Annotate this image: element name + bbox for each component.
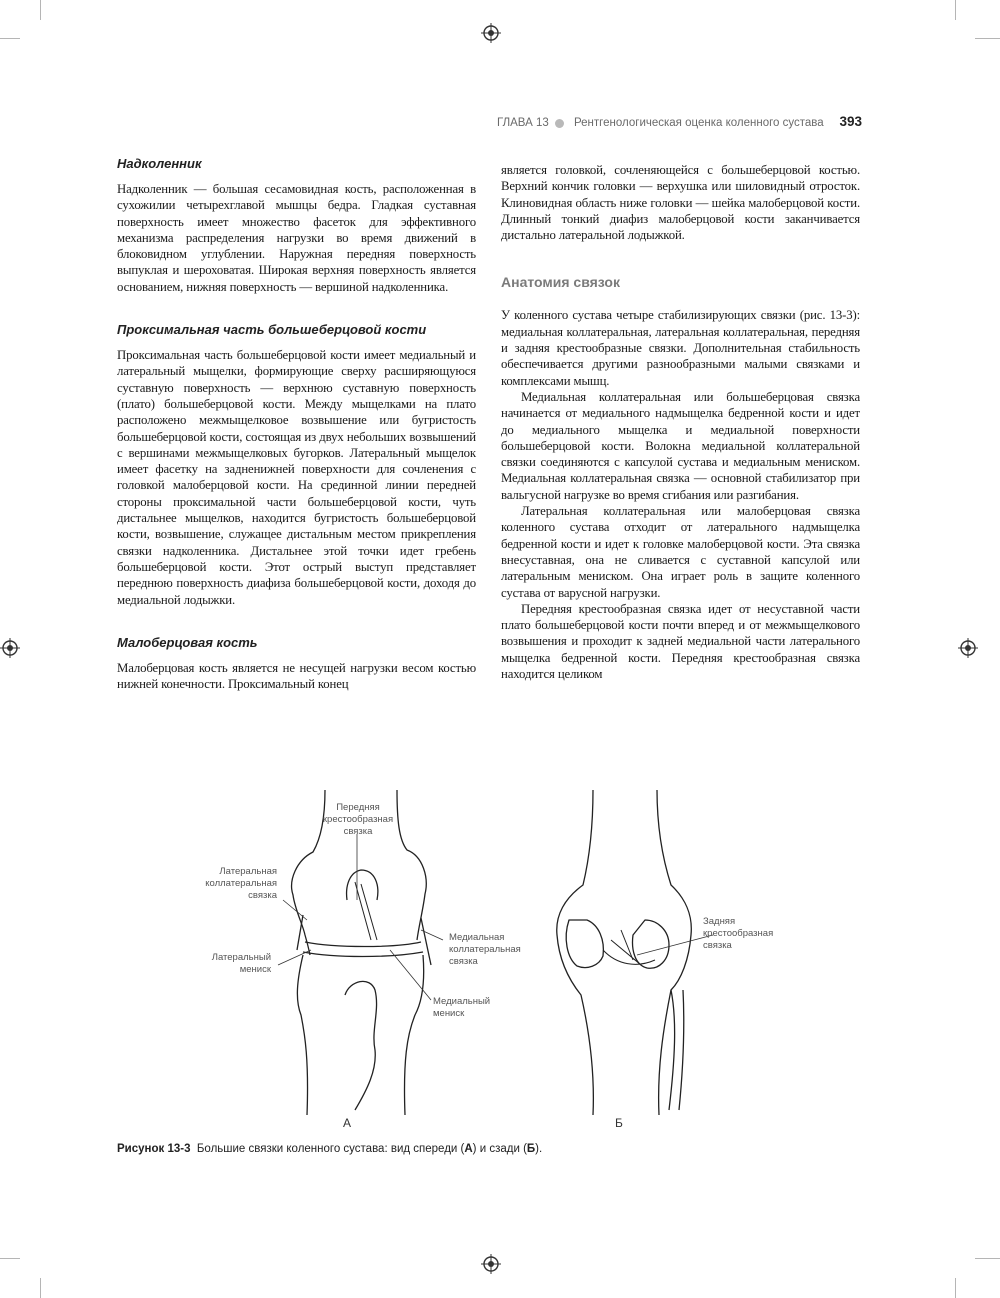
caption-text-2: ) и сзади ( [472, 1143, 527, 1155]
crop-mark [975, 38, 1000, 39]
paragraph-acl: Передняя крестообразная связка идет от несуставной части плато большеберцовой кости почти вперед и от межмыщелкового возвышения и проходит к задней медиальной части латерального мыщелка бедренной кости. Передняя крестообразная связка находится целиком [501, 601, 860, 682]
bullet-dot-icon [555, 119, 564, 128]
crop-mark [40, 1278, 41, 1298]
paragraph-mcl: Медиальная коллатеральная или большеберцовая связка начинается от медиального надмыщелка бедренной кости и идет до медиального мыщелка и медиальной поверхности большеберцовой кости. Волокна медиальной коллатеральной связки соединяются с капсулой сустава и медиальным мениском. Медиальная коллатеральная связка — основной стабилизатор при вальгусной нагрузке во время сгибания или разгибания. [501, 389, 860, 502]
paragraph-lcl: Латеральная коллатеральная или малоберцовая связка коленного сустава отходит от латерального надмыщелка бедренной кости и идет к головке малоберцовой кости. Эта связка внесуставная, она не сливается с суставной капсулой или латеральным мениском. Она играет роль в защите коленного сустава от варусной нагрузки. [501, 504, 860, 600]
caption-b: Б [526, 1143, 536, 1155]
paragraph-ligaments-intro: У коленного сустава четыре стабилизирующих связки (рис. 13-3): медиальная коллатеральная, латеральная коллатеральная, передняя и задняя крестообразные связки. Дополнительная стабильность обеспечивается другими разнообразными малыми связками и комплексами мышц. [501, 308, 860, 388]
registration-mark-bottom [481, 1254, 501, 1274]
left-column [117, 156, 476, 692]
crop-mark [0, 1258, 20, 1259]
crop-mark [0, 38, 20, 39]
label-pcl: Задняя крестообразная связка [703, 916, 774, 951]
label-medial-meniscus: Медиальный мениск [433, 996, 491, 1019]
caption-a: А [464, 1143, 473, 1155]
crop-mark [955, 0, 956, 20]
figure-caption [117, 1143, 877, 1155]
paragraph-fibula-continued: является головкой, сочленяющейся с большеберцовой костью. Верхний кончик головки — верхушка или шиловидный отросток. Клиновидная область ниже головки — шейка малоберцовой кости. Длинный тонкий диафиз малоберцовой кости заканчивается дистально латеральной лодыжкой. [501, 163, 860, 243]
paragraph-patella: Надколенник — большая сесамовидная кость, расположенная в сухожилии четырехглавой мышцы бедра. Гладкая суставная поверхность имеет множество фасеток для эффективного механизма распределения нагрузки во время движений в блоковидном углублении. Наружная передняя поверхность выпуклая и шероховатая. Широкая верхняя поверхность является основанием, нижняя поверхность — вершиной надколенника. [117, 182, 476, 294]
figure-letter-a: А [343, 1116, 352, 1130]
paragraph-proximal-tibia: Проксимальная часть большеберцовой кости имеет медиальный и латеральный мыщелки, формирующие сверху расширяющуюся суставную поверхность — верхнюю суставную поверхность (плато) большеберцовой кости. Между мыщелками на плато расположено межмыщелковое возвышение или бугристость большеберцовой кости, состоящая из двух небольших возвышений с вершинами межмыщелковых бугорков. Латеральный мыщелок имеет фасетку на задненижней поверхности для сочленения с головкой малоберцовой кости. На срединной линии передней стороны проксимальной части большеберцовой кости, чуть дистальнее мыщелков, находится бугристость большеберцовой кости, возвышение, служащее дистальным местом прикрепления связки надколенника. Дистальнее этой точки идет гребень большеберцовой кости. Этот острый выступ представляет переднюю поверхность диафиза большеберцовой кости, доходя до медиальной лодыжки. [117, 348, 476, 607]
right-column [501, 162, 860, 682]
page-number: 393 [839, 114, 862, 129]
heading-ligament-anatomy: Анатомия связок [501, 274, 620, 291]
crop-mark [40, 0, 41, 20]
chapter-label: ГЛАВА 13 [497, 117, 549, 129]
label-lateral-meniscus: Латеральный мениск [211, 952, 271, 975]
registration-mark-right [958, 638, 978, 658]
registration-mark-left [0, 638, 20, 658]
caption-text-1: Большие связки коленного сустава: вид спереди ( [196, 1143, 465, 1155]
heading-proximal-tibia: Проксимальная часть большеберцовой кости [117, 322, 427, 338]
crop-mark [955, 1278, 956, 1298]
label-mcl: Медиальная коллатеральная связка [449, 932, 521, 967]
label-lcl: Латеральная коллатеральная связка [205, 866, 277, 901]
heading-patella: Надколенник [117, 156, 202, 171]
crop-mark [975, 1258, 1000, 1259]
paragraph-fibula: Малоберцовая кость является не несущей нагрузки весом костью нижней конечности. Проксимальный конец [117, 660, 476, 692]
heading-fibula: Малоберцовая кость [117, 634, 258, 650]
figure-knee-ligaments [185, 790, 825, 1140]
running-header [497, 114, 865, 134]
chapter-title: Рентгенологическая оценка коленного сустава [574, 117, 824, 129]
label-acl: Передняя крестообразная связка [322, 802, 394, 837]
figure-letter-b: Б [615, 1116, 623, 1130]
caption-text-3: ). [535, 1143, 543, 1155]
caption-label: Рисунок 13-3 [117, 1143, 191, 1155]
registration-mark-top [481, 23, 501, 43]
